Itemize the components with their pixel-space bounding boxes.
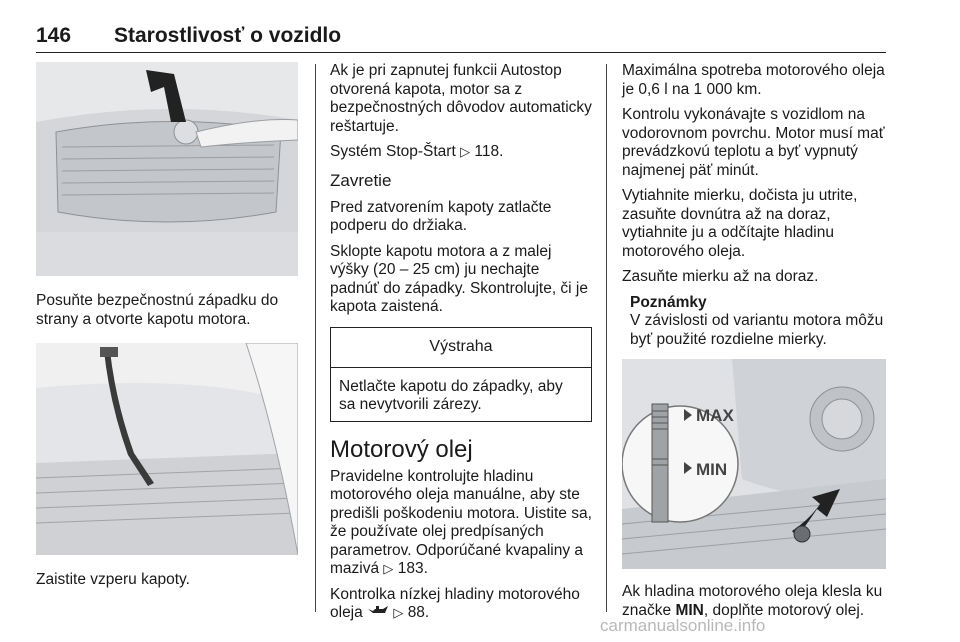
note-text: V závislosti od variantu motora môžu byť použité rozdielne mierky. [630,312,884,348]
check-conditions-paragraph: Kontrolu vykonávajte s vozidlom na vodorovnom povrchu. Motor musí mať prevádzkovú teplotu a byť vypnutý najmenej päť minút. [622,106,885,179]
column-divider [606,64,607,612]
oil-can-icon [367,605,389,617]
stop-start-reference: Systém Stop-Štart ▷ 118. [330,143,504,160]
oil-paragraph-2: Kontrolka nízkej hladiny motorového oleja ▷ 88. [330,585,580,621]
note-title: Poznámky [630,293,707,311]
column-left [36,62,298,597]
dipstick-illustration [622,359,886,569]
close-paragraph-2: Sklopte kapotu motora a z malej výšky (20 – 25 cm) ju nechajte padnúť do západky. Skontrolujte, či je kapota zaistená. [330,242,588,315]
warning-text: Netlačte kapotu do západky, aby sa nevytvorili zárezy. [339,377,563,413]
column-middle [330,62,592,630]
hood-open-illustration [36,62,298,276]
caption-hood-release: Posuňte bezpečnostnú západku do strany a otvorte kapotu motora. [36,292,279,328]
min-mark-text: MIN [675,601,704,619]
refill-oil-paragraph: Ak hladina motorového oleja klesla ku značke MIN, doplňte motorový olej. [622,583,883,619]
dipstick-max-label: MAX [696,406,734,425]
page-reference-arrow-icon: ▷ [460,144,471,159]
page-link-118[interactable]: 118. [474,143,504,160]
caption-prop-rod: Zaistite vzperu kapoty. [36,571,190,588]
oil-consumption-paragraph: Maximálna spotreba motorového oleja je 0,6 l na 1 000 km. [622,62,885,98]
dipstick-procedure-paragraph: Vytiahnite mierku, dočista ju utrite, zasuňte dovnútra až na doraz, vytiahnite ju a odčítajte hladinu motorového oleja. [622,187,858,260]
page-title: Starostlivosť o vozidlo [114,24,342,47]
column-divider [315,64,316,612]
column-right [622,62,888,627]
watermark: carmanualsonline.info [600,616,766,635]
note-block [622,294,888,350]
page-reference-arrow-icon: ▷ [393,605,404,620]
dipstick-min-label: MIN [696,460,728,479]
page-number: 146 [36,24,72,47]
warning-box [330,327,592,422]
section-heading-engine-oil: Motorový olej [330,435,473,463]
insert-dipstick-paragraph: Zasuňte mierku až na doraz. [622,268,819,285]
warning-title: Výstraha [331,328,591,368]
page-reference-arrow-icon: ▷ [383,561,394,576]
page-link-183[interactable]: 183. [397,560,428,577]
oil-paragraph-1: Pravidelne kontrolujte hladinu motorového oleja manuálne, aby ste predišli poškodeniu motora. Uistite sa, že používate olej predpísaných parametrov. Odporúčané kvapaliny a mazivá ▷ 183. [330,467,592,577]
page-header [36,22,886,53]
page-link-88[interactable]: 88. [407,604,430,621]
hood-prop-rod-illustration [36,343,298,555]
autostop-paragraph: Ak je pri zapnutej funkcii Autostop otvorená kapota, motor sa z bezpečnostných dôvodov automaticky reštartuje. [330,62,592,135]
section-heading-close: Zavretie [330,170,392,190]
close-paragraph-1: Pred zatvorením kapoty zatlačte podperu do držiaka. [330,198,552,234]
